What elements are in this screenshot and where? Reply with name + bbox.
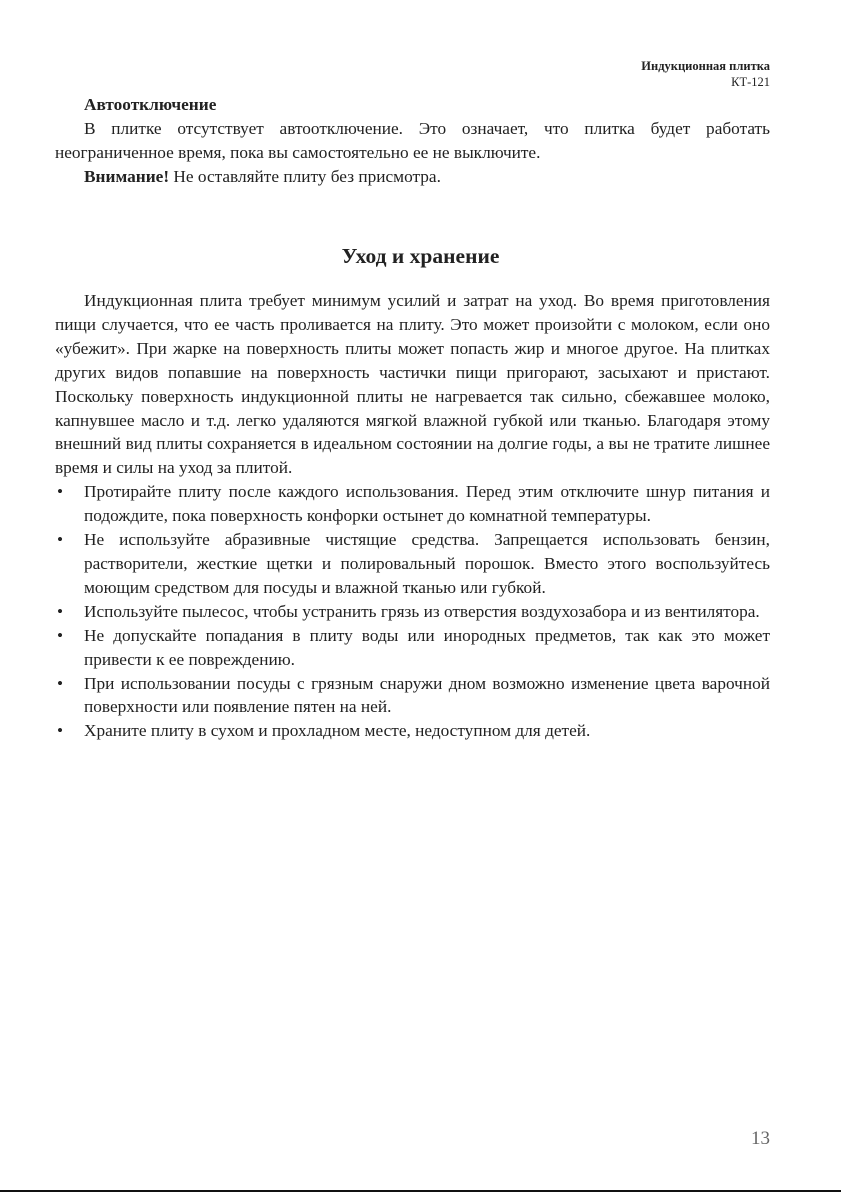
list-item (55, 672, 770, 720)
auto-off-section (55, 93, 770, 189)
bottom-divider (0, 1190, 841, 1192)
list-item-text: Не используйте абразивные чистящие средства. Запрещается использовать бензин, растворители, жесткие щетки и полировальный порошок. Вместо этого воспользуйтесь моющим средством для посуды и влажной тканью или губкой. (84, 530, 770, 597)
warning-paragraph (55, 165, 770, 189)
bullet-icon: • (57, 673, 64, 693)
bullet-icon: • (57, 601, 64, 621)
care-intro: Индукционная плита требует минимум усилий и затрат на уход. Во время приготовления пищи случается, что ее часть проливается на плиту. Это может произойти с молоком, если оно «убежит». При жарке на поверхность плиты может попасть жир и многое другое. На плитках других видов попавшие на поверхность частички пищи пригорают, засыхают и пристают. Поскольку поверхность индукционной плиты не нагревается так сильно, сбежавшее молоко, капнувшее масло и т.д. легко удаляются мягкой влажной губкой или тканью. Благодаря этому внешний вид плиты сохраняется в идеальном состоянии на долгие годы, а вы не тратите лишнее время и силы на уход за плитой. (55, 291, 770, 478)
warning-text: Не оставляйте плиту без присмотра. (169, 166, 441, 186)
list-item-text: При использовании посуды с грязным снаружи дном возможно изменение цвета варочной поверхности или появление пятен на ней. (84, 673, 770, 717)
list-item (55, 624, 770, 672)
header-title: Индукционная плитка (641, 59, 770, 73)
warning-label: Внимание! (84, 166, 170, 186)
section-title: Уход и хранение (341, 244, 500, 268)
list-item-text: Используйте пылесос, чтобы устранить грязь из отверстия воздухозабора и из вентилятора. (84, 601, 760, 621)
page-number: 13 (751, 1128, 770, 1149)
list-item (55, 719, 770, 743)
auto-off-heading: Автоотключение (84, 95, 217, 114)
bullet-icon: • (57, 482, 64, 502)
header-model: КТ-121 (731, 75, 770, 89)
bullet-icon: • (57, 721, 64, 741)
list-item (55, 480, 770, 528)
care-section (55, 289, 770, 743)
bullet-icon: • (57, 530, 64, 550)
list-item (55, 528, 770, 600)
care-list (55, 480, 770, 743)
bullet-icon: • (57, 625, 64, 645)
list-item-text: Храните плиту в сухом и прохладном месте, недоступном для детей. (84, 721, 591, 741)
list-item-text: Протирайте плиту после каждого использования. Перед этим отключите шнур питания и подождите, пока поверхность конфорки остынет до комнатной температуры. (84, 482, 770, 526)
running-header (641, 58, 770, 90)
list-item-text: Не допускайте попадания в плиту воды или инородных предметов, так как это может привести к ее повреждению. (84, 625, 770, 669)
auto-off-paragraph: В плитке отсутствует автоотключение. Это означает, что плитка будет работать неограниченное время, пока вы самостоятельно ее не выключите. (55, 118, 770, 162)
list-item (55, 600, 770, 624)
